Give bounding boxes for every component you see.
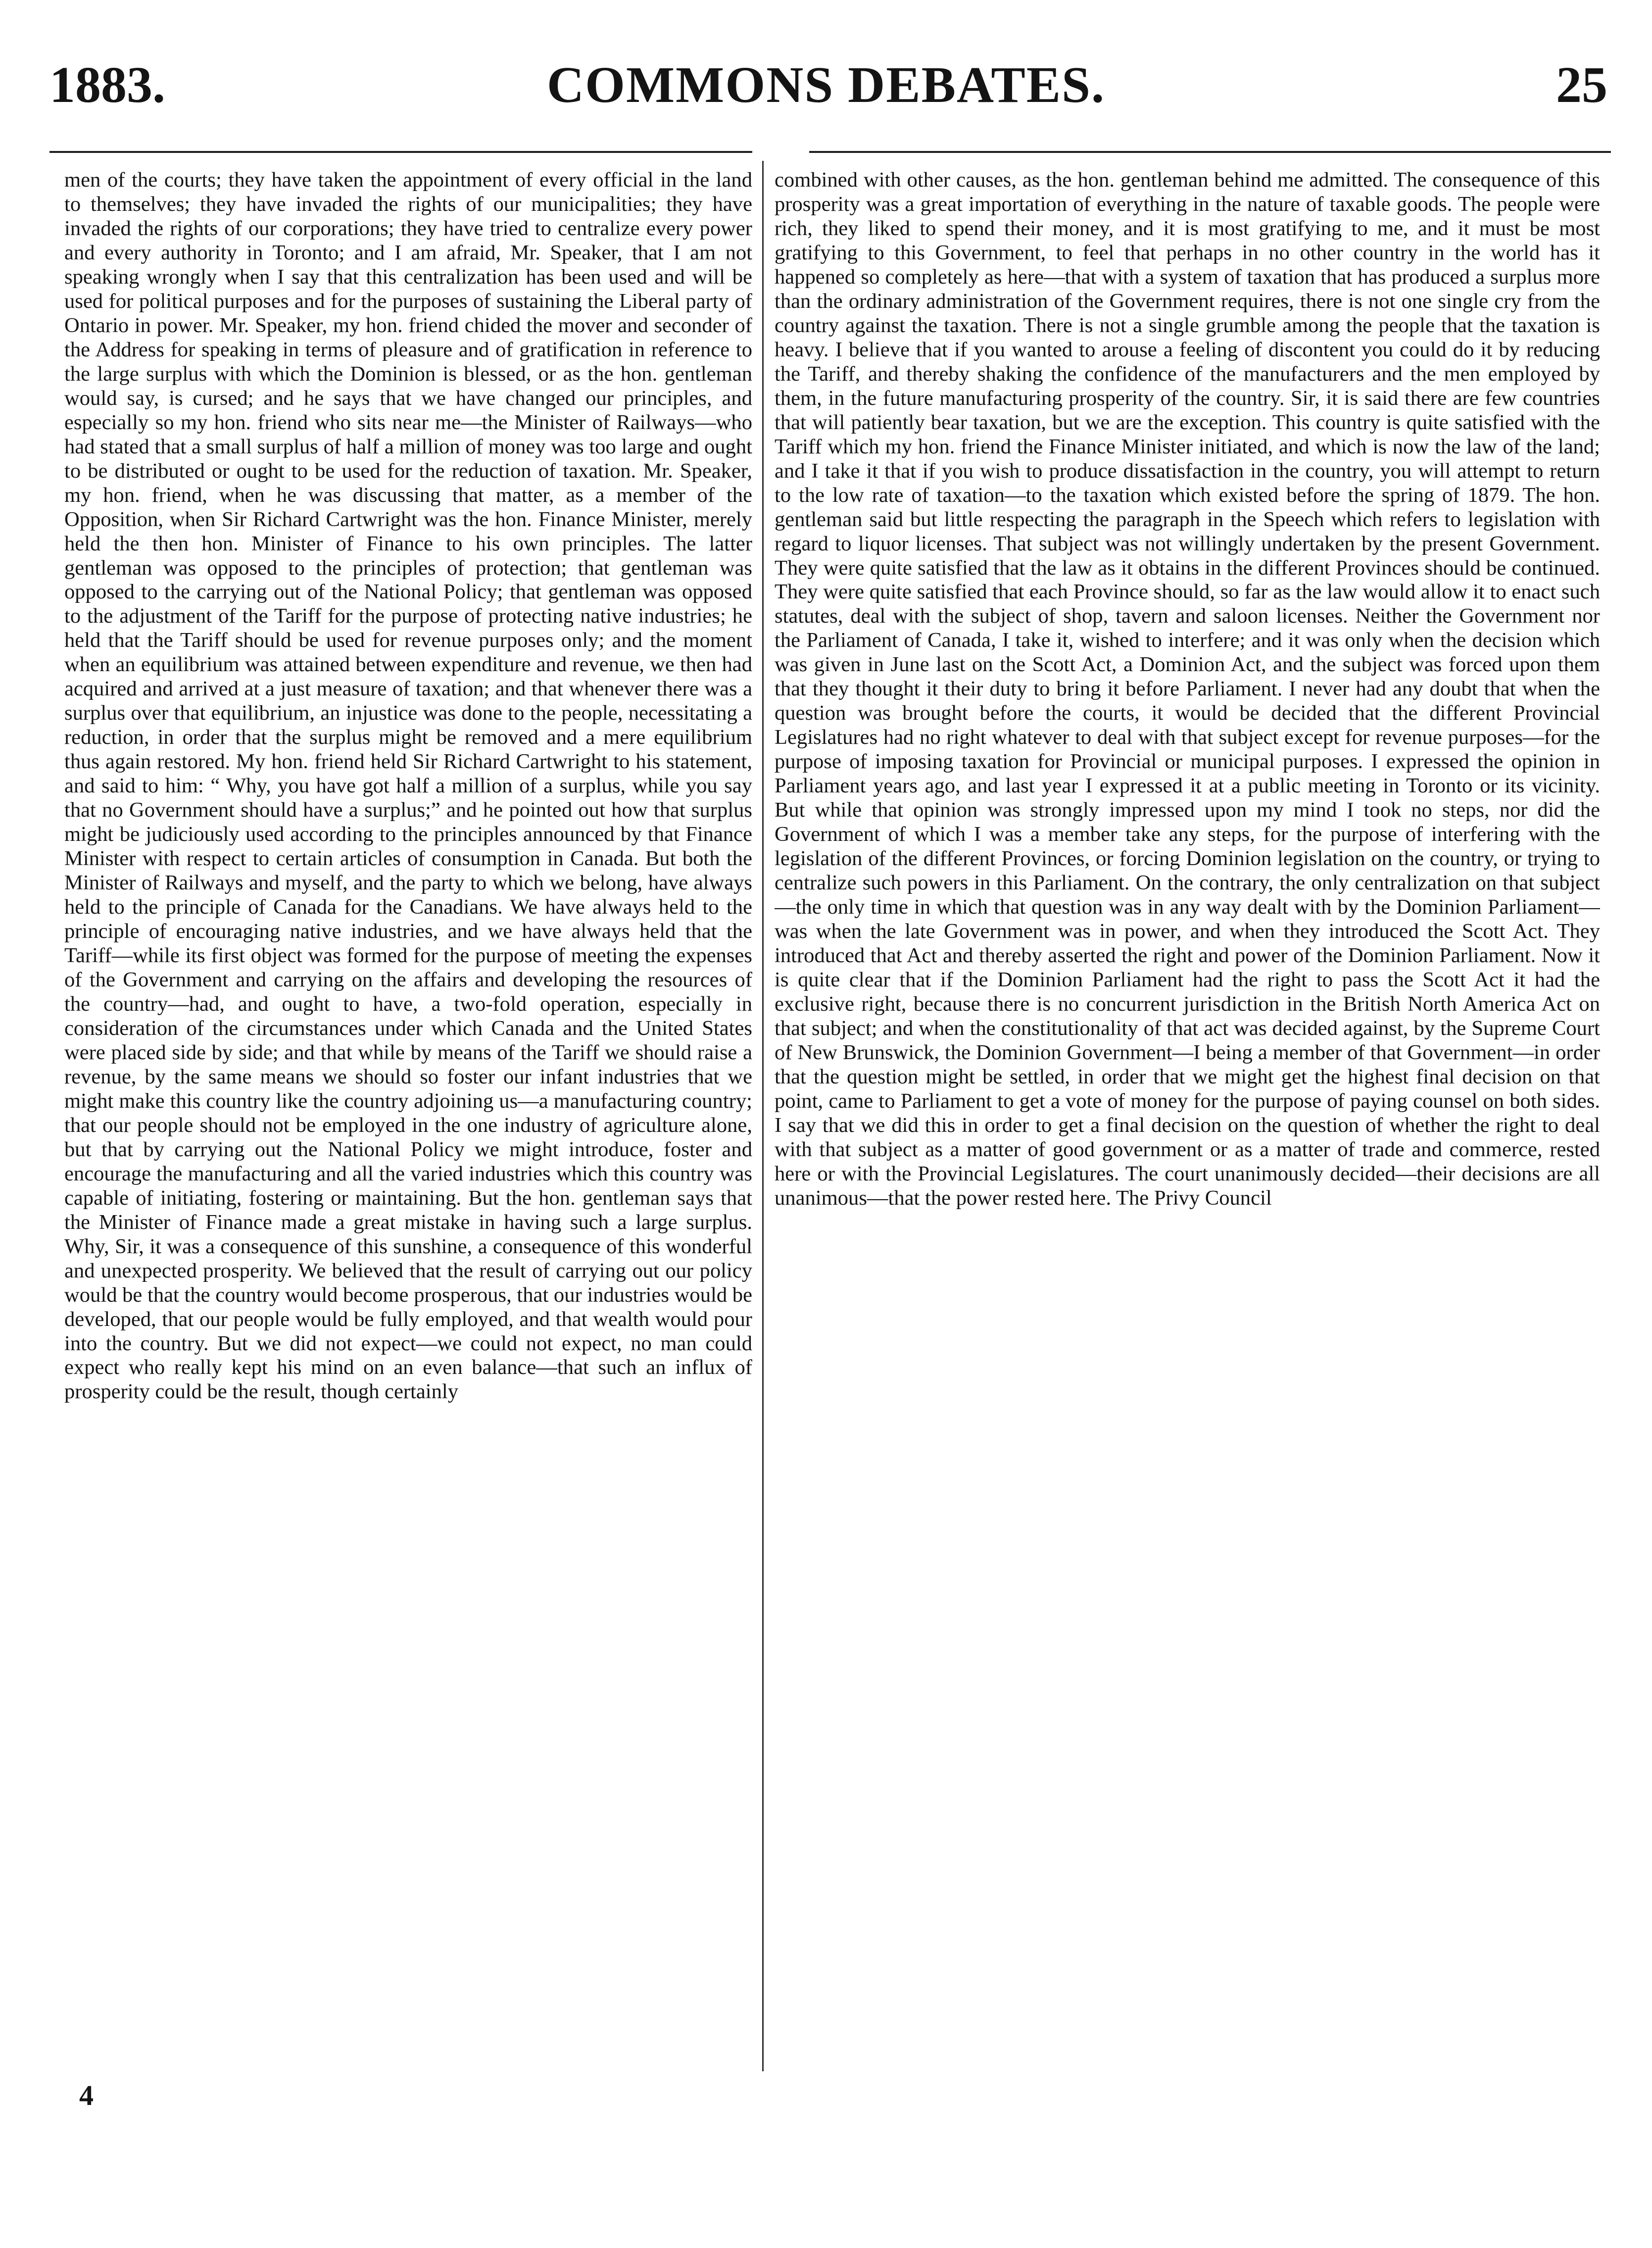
header-rule-left <box>49 151 752 153</box>
signature-mark: 4 <box>79 2079 94 2111</box>
header-rule-right <box>809 151 1611 153</box>
text-column-right <box>775 168 1600 2079</box>
page-title: COMMONS DEBATES. <box>547 56 1105 113</box>
page-number: 25 <box>1556 56 1607 113</box>
header-year: 1883. <box>49 56 165 113</box>
column-left-text: men of the courts; they have taken the appointment of every official in the land to themselves; they have invaded the rights of our municipalities; they have invaded the rights of our corporations; they have tried to centralize every power and every authority in Toronto; and I am afraid, Mr. Speaker, that I am not speaking wrongly when I say that this centralization has been used and will be used for political purposes and for the purposes of sustaining the Liberal party of Ontario in power. Mr. Speaker, my hon. friend chided the mover and seconder of the Address for speaking in terms of pleasure and of gratification in reference to the large surplus with which the Dominion is blessed, or as the hon. gentleman would say, is cursed; and he says that we have changed our principles, and especially so my hon. friend who sits near me—the Minister of Railways—who had stated that a small surplus of half a million of money was too large and ought to be distributed or ought to be used for the reduction of taxation. Mr. Speaker, my hon. friend, when he was discussing that matter, as a member of the Opposition, when Sir Richard Cartwright was the hon. Finance Minister, merely held the then hon. Minister of Finance to his own principles. The latter gentleman was opposed to the principles of protection; that gentleman was opposed to the carrying out of the National Policy; that gentleman was opposed to the adjustment of the Tariff for the purpose of protecting native industries; he held that the Tariff should be used for revenue purposes only; and the moment when an equilibrium was attained between expenditure and revenue, we then had acquired and arrived at a just measure of taxation; and that whenever there was a surplus over that equilibrium, an injustice was done to the people, necessitating a reduction, in order that the surplus might be removed and a mere equilibrium thus again restored. My hon. friend held Sir Richard Cartwright to his statement, and said to him: “ Why, you have got half a million of a surplus, while you say that no Government should have a surplus;” and he pointed out how that surplus might be judiciously used according to the principles announced by that Finance Minister with respect to certain articles of consumption in Canada. But both the Minister of Railways and myself, and the party to which we belong, have always held to the principle of Canada for the Canadians. We have always held to the principle of encouraging native industries, and we have always held that the Tariff—while its first object was formed for the purpose of meeting the expenses of the Government and carrying on the affairs and developing the resources of the country—had, and ought to have, a two-fold operation, especially in consideration of the circumstances under which Canada and the United States were placed side by side; and that while by means of the Tariff we should raise a revenue, by the same means we should so foster our infant industries that we might make this country like the country adjoining us—a manufacturing country; that our people should not be employed in the one industry of agriculture alone, but that by carrying out the National Policy we might introduce, foster and encourage the manufacturing and all the varied industries which this country was capable of initiating, fostering or maintaining. But the hon. gentleman says that the Minister of Finance made a great mistake in having such a large surplus. Why, Sir, it was a consequence of this sunshine, a consequence of this wonderful and unexpected prosperity. We believed that the result of carrying out our policy would be that the country would become prosperous, that our industries would be developed, that our people would be fully employed, and that wealth would pour into the country. But we did not expect—we could not expect, no man could expect who really kept his mind on an even balance—that such an influx of prosperity could be the result, though certainly <box>64 168 752 1404</box>
column-divider <box>762 161 764 2071</box>
column-right-text: combined with other causes, as the hon. gentleman behind me admitted. The consequence of this prosperity was a great importation of everything in the nature of taxable goods. The people were rich, they liked to spend their money, and it is most gratifying to me, and it must be most gratifying to this Government, to feel that perhaps in no other country in the world has it happened so completely as here—that with a system of taxation that has produced a surplus more than the ordinary administration of the Government requires, there is not one single cry from the country against the taxation. There is not a single grumble among the people that the taxation is heavy. I believe that if you wanted to arouse a feeling of discontent you could do it by reducing the Tariff, and thereby shaking the confidence of the manufacturers and the men employed by them, in the future manufacturing prosperity of the country. Sir, it is said there are few countries that will patiently bear taxation, but we are the exception. This country is quite satisfied with the Tariff which my hon. friend the Finance Minister initiated, and which is now the law of the land; and I take it that if you wish to produce dissatisfaction in the country, you will attempt to return to the low rate of taxation—to the taxation which existed before the spring of 1879. The hon. gentleman said but little respecting the paragraph in the Speech which refers to legislation with regard to liquor licenses. That subject was not willingly undertaken by the present Government. They were quite satisfied that the law as it obtains in the different Provinces should be continued. They were quite satisfied that each Province should, so far as the law would allow it to enact such statutes, deal with the subject of shop, tavern and saloon licenses. Neither the Government nor the Parliament of Canada, I take it, wished to interfere; and it was only when the decision which was given in June last on the Scott Act, a Dominion Act, and the subject was forced upon them that they thought it their duty to bring it before Parliament. I never had any doubt that when the question was brought before the courts, it would be decided that the different Provincial Legislatures had no right whatever to deal with that subject except for revenue purposes—for the purpose of imposing taxation for Provincial or municipal purposes. I expressed the opinion in Parliament years ago, and last year I expressed it at a public meeting in Toronto or its vicinity. But while that opinion was strongly impressed upon my mind I took no steps, nor did the Government of which I was a member take any steps, for the purpose of interfering with the legislation of the different Provinces, or forcing Dominion legislation on the country, or trying to centralize such powers in this Parliament. On the contrary, the only centralization on that subject—the only time in which that question was in any way dealt with by the Dominion Parliament—was when the late Government was in power, and when they introduced the Scott Act. They introduced that Act and thereby asserted the right and power of the Dominion Parliament. Now it is quite clear that if the Dominion Parliament had the right to pass the Scott Act it had the exclusive right, because there is no concurrent jurisdiction in the British North America Act on that subject; and when the constitutionality of that act was decided against, by the Supreme Court of New Brunswick, the Dominion Government—I being a member of that Government—in order that the question might be settled, in order that we might get the highest final decision on that point, came to Parliament to get a vote of money for the purpose of paying counsel on both sides. I say that we did this in order to get a final decision on the question of whether the right to deal with that subject as a matter of good government or as a matter of trade and commerce, rested here or with the Provincial Legislatures. The court unanimously decided—their decisions are all unanimous—that the power rested here. The Privy Council <box>775 168 1600 1210</box>
text-column-left <box>64 168 752 2079</box>
